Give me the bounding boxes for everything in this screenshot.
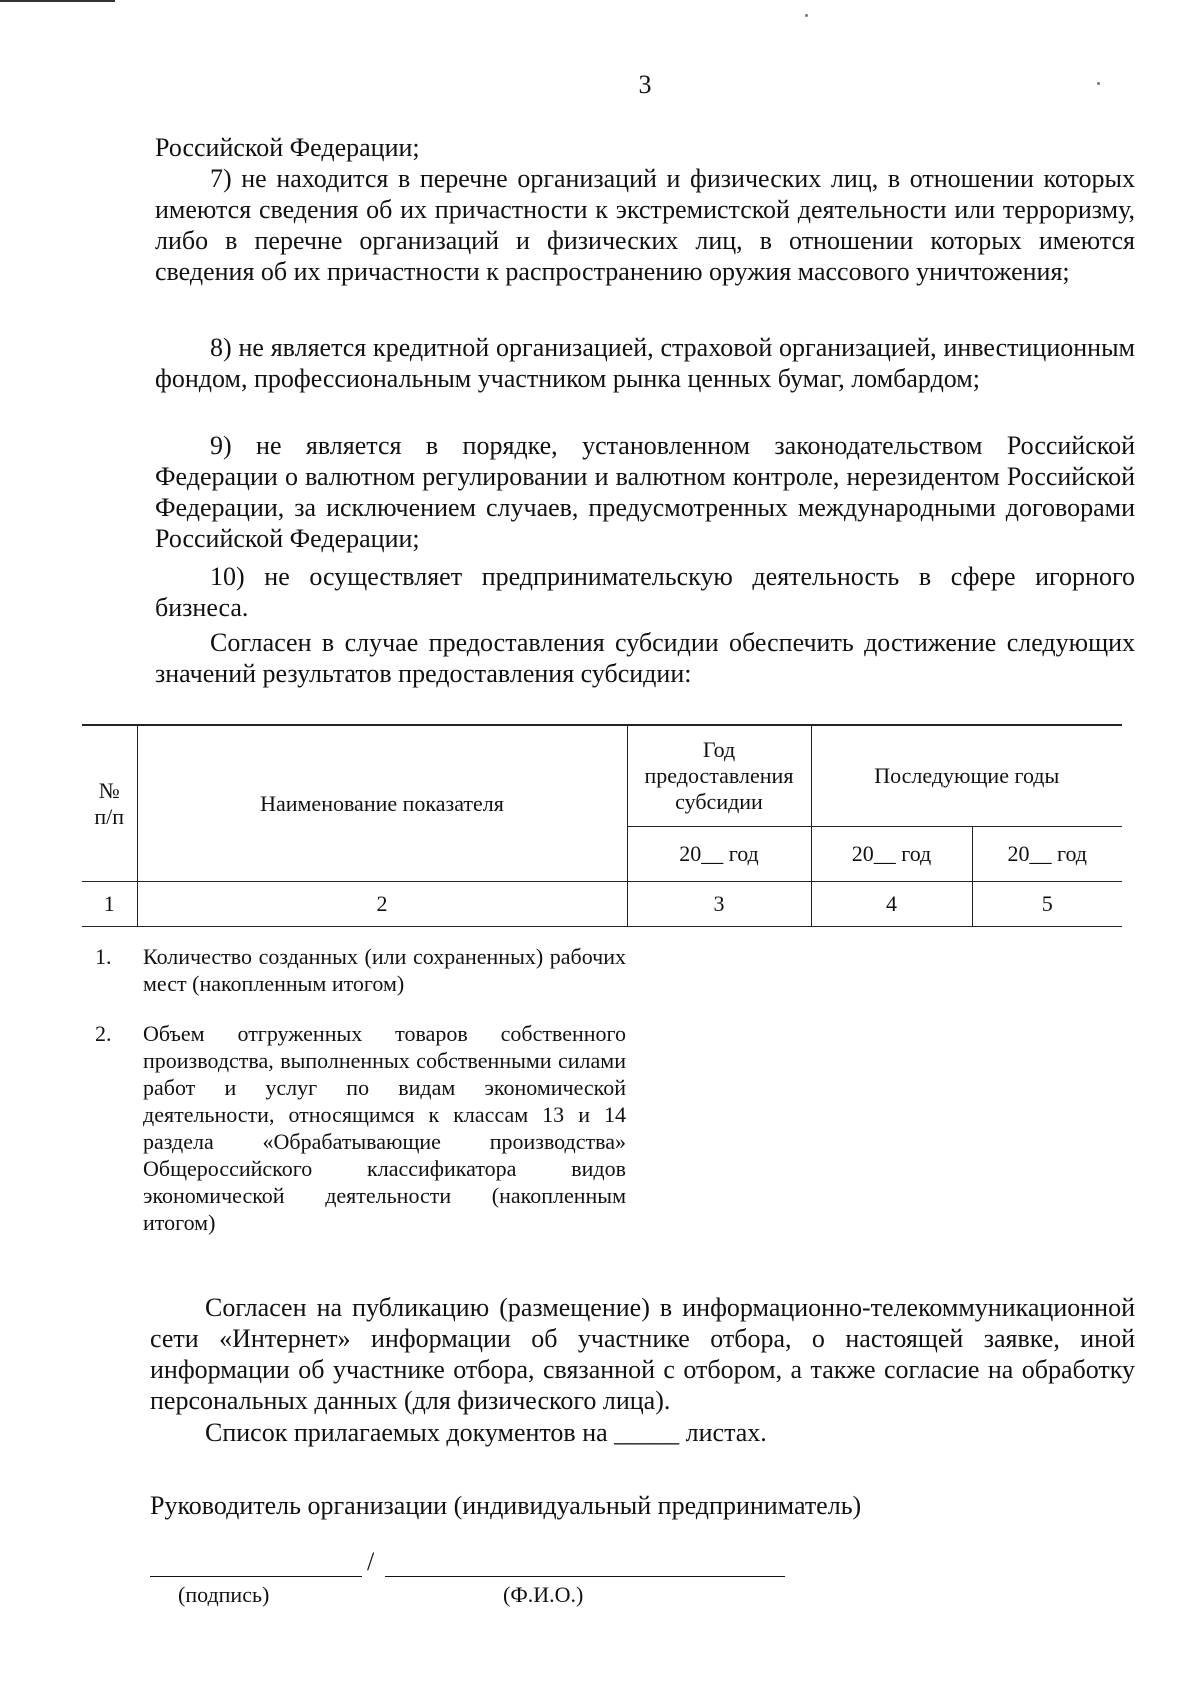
column-number-1: 1 <box>82 882 137 927</box>
paragraph-continuation: Российской Федерации; <box>155 133 420 162</box>
column-number-4: 4 <box>811 882 972 927</box>
indicator-text: Объем отгруженных товаров собственного производства, выполненных собственными силами работ и услуг по видам экономической деятельности, относящимся к классам 13 и 14 раздела «Обрабатывающие производства» Общероссийского классификатора видов экономической деятельности (накопленным итогом) <box>143 1021 626 1235</box>
column-number-2: 2 <box>137 882 627 927</box>
results-table <box>82 724 1122 927</box>
column-number-5: 5 <box>972 882 1122 927</box>
header-year-3: 20__ год <box>972 827 1122 882</box>
clause-10: 10) не осуществляет предпринимательскую деятельность в сфере игорного бизнеса. <box>155 562 1135 622</box>
indicator-number: 1. <box>95 944 112 969</box>
indicator-number: 2. <box>95 1021 112 1046</box>
column-number-3: 3 <box>627 882 811 927</box>
publication-agreement: Согласен на публикацию (размещение) в информационно-телекоммуникационной сети «Интернет» информации об участнике отбора, о настоящей заявке, иной информации об участнике отбора, связанной с отбором, а также согласие на обработку персональных данных (для физического лица). <box>150 1293 1135 1415</box>
header-year-2: 20__ год <box>811 827 972 882</box>
attachments-list: Список прилагаемых документов на _____ листах. <box>205 1418 767 1447</box>
scan-speck <box>805 14 808 17</box>
header-following-years: Последующие годы <box>811 725 1122 827</box>
scan-edge-line <box>0 0 115 2</box>
signature-slash: / <box>367 1547 375 1576</box>
header-year-grant: Год предоставления субсидии <box>627 725 811 827</box>
name-line <box>385 1576 785 1577</box>
page-number: 3 <box>638 70 652 99</box>
indicator-text: Количество созданных (или сохраненных) рабочих мест (накопленным итогом) <box>143 944 626 996</box>
signature-caption: (подпись) <box>178 1582 270 1607</box>
header-num: № п/п <box>82 725 137 882</box>
clause-7: 7) не находится в перечне организаций и физических лиц, в отношении которых имеются сведения об их причастности к экстремистской деятельности или терроризму, либо в перечне организаций и физических лиц, в отношении которых имеются сведения об их причастности к распространению оружия массового уничтожения; <box>155 164 1135 286</box>
name-caption: (Ф.И.О.) <box>503 1582 584 1607</box>
signature-line <box>150 1576 362 1577</box>
signature-title: Руководитель организации (индивидуальный предприниматель) <box>150 1491 862 1520</box>
header-year-1: 20__ год <box>627 827 811 882</box>
clause-8: 8) не является кредитной организацией, страховой организацией, инвестиционным фондом, профессиональным участником рынка ценных бумаг, ломбардом; <box>155 333 1135 393</box>
header-indicator-name: Наименование показателя <box>137 725 627 882</box>
results-agreement: Согласен в случае предоставления субсидии обеспечить достижение следующих значений результатов предоставления субсидии: <box>155 628 1135 688</box>
clause-9: 9) не является в порядке, установленном законодательством Российской Федерации о валютном регулировании и валютном контроле, нерезидентом Российской Федерации, за исключением случаев, предусмотренных международными договорами Российской Федерации; <box>155 431 1135 553</box>
